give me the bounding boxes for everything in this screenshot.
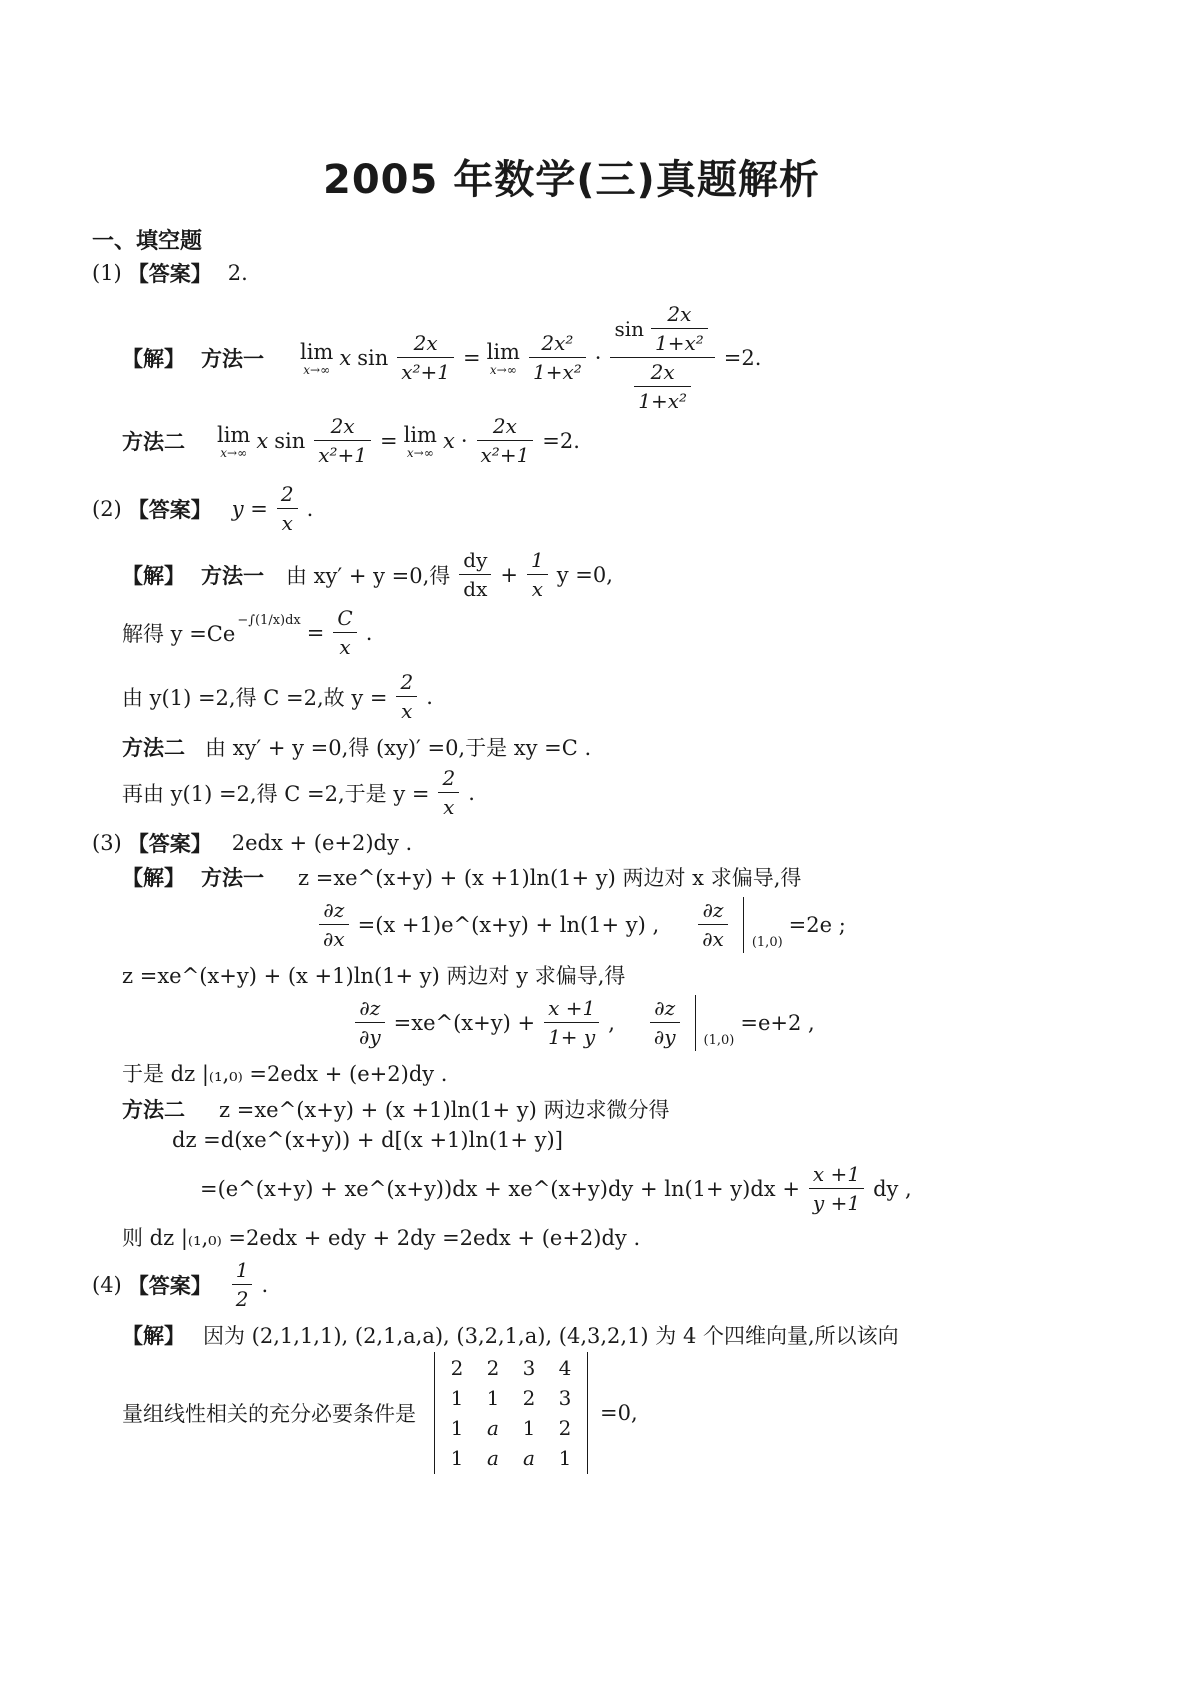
period: . — [306, 496, 314, 521]
equation-end: dy , — [873, 1176, 912, 1201]
q3-line2 — [316, 896, 846, 953]
period: . — [261, 1272, 269, 1297]
solution-label: 【解】 — [122, 563, 185, 588]
variable: x — [256, 428, 269, 453]
plus-sign: + — [500, 562, 518, 587]
answer-lhs: y = — [231, 496, 268, 521]
method2-label: 方法二 — [122, 429, 185, 454]
method1-label: 方法一 — [201, 346, 264, 371]
q3-method2-line — [122, 1094, 670, 1124]
q2-text: 由 y(1) =2,得 C =2,故 y = — [122, 685, 388, 710]
determinant-cell: a — [487, 1416, 499, 1440]
q3-line5 — [122, 1058, 447, 1088]
equation-end: y =0, — [556, 562, 613, 587]
q4-text: 因为 (2,1,1,1), (2,1,a,a), (3,2,1,a), (4,3,2,1) 为 4 个四维向量,所以该向 — [203, 1324, 899, 1348]
q2-method1-line — [122, 546, 613, 603]
q2-answer-line — [92, 480, 313, 537]
section-heading: 一、填空题 — [92, 229, 203, 254]
equation-end: =e+2 , — [740, 1010, 815, 1035]
q3-line8 — [200, 1160, 912, 1217]
answer-label: 【答案】 — [127, 832, 212, 856]
determinant-matrix — [434, 1352, 588, 1474]
determinant-cell: 2 — [558, 1416, 572, 1440]
evaluation-point: (1,0) — [751, 935, 783, 950]
fraction: $\frac{\partial z}{\partial y}$ — [650, 994, 680, 1051]
q1-method2-line — [122, 412, 580, 469]
equation-text: =xe^(x+y) + — [393, 1010, 536, 1035]
q2-line5 — [122, 764, 475, 821]
period: . — [365, 620, 373, 645]
q3-line4 — [352, 994, 815, 1051]
fraction: $\frac{1}{2}$ — [232, 1256, 253, 1313]
q3-line7 — [172, 1128, 563, 1152]
solution-label: 【解】 — [122, 1324, 185, 1348]
determinant-cell: 1 — [450, 1446, 464, 1470]
q4-condition-line — [122, 1352, 638, 1474]
q2-text: 再由 y(1) =2,得 C =2,于是 y = — [122, 781, 430, 806]
q3-line9 — [122, 1222, 640, 1252]
answer-label: 【答案】 — [127, 262, 212, 286]
limit-operator: lim x→∞ — [486, 339, 520, 377]
fraction: $\frac{2x}{\text{x²+1}}$ — [397, 329, 454, 386]
sin-text: sin — [614, 316, 644, 341]
q4-number: (4) — [92, 1272, 122, 1297]
q2-line3 — [122, 668, 433, 725]
q3-text: =(e^(x+y) + xe^(x+y))dx + xe^(x+y)dy + ln(1+ y)dx + — [200, 1176, 800, 1201]
page-title: 2005 年数学(三)真题解析 — [323, 157, 820, 203]
determinant-cell: 1 — [450, 1386, 464, 1410]
determinant-cell: 1 — [450, 1416, 464, 1440]
fraction: $\frac{x +1}{y +1}$ — [809, 1160, 864, 1217]
evaluation-bar — [743, 897, 744, 953]
sin-text: sin — [274, 428, 306, 453]
dot-operator: · — [594, 345, 602, 370]
q1-answer-line — [92, 258, 248, 288]
q2-text: 解得 y =Ce — [122, 621, 236, 646]
equals-sign: = — [380, 428, 398, 453]
q2-line2 — [122, 604, 372, 661]
result: =2. — [542, 428, 580, 453]
determinant-cell: 3 — [522, 1356, 536, 1380]
compound-fraction — [610, 300, 714, 415]
evaluation-point: (1,0) — [703, 1033, 735, 1048]
q2-method2-line — [122, 732, 591, 762]
method1-label: 方法一 — [201, 563, 264, 588]
determinant-cell: 1 — [486, 1386, 500, 1410]
equals-sign: = — [463, 345, 481, 370]
q3-line3 — [122, 960, 625, 990]
fraction: $\frac{2x}{\text{1+x²}}$ — [634, 358, 691, 415]
determinant-cell: 1 — [522, 1416, 536, 1440]
determinant-cell: 2 — [450, 1356, 464, 1380]
q3-answer-line — [92, 828, 412, 858]
q1-answer: 2. — [227, 261, 248, 285]
method2-label: 方法二 — [122, 736, 185, 760]
period: . — [468, 780, 475, 805]
limit-operator: lim x→∞ — [300, 339, 334, 377]
answer-label: 【答案】 — [127, 1273, 212, 1298]
determinant-cell: 1 — [558, 1446, 572, 1470]
q1-number: (1) — [92, 261, 122, 285]
answer-label: 【答案】 — [127, 497, 212, 522]
sin-text: sin — [357, 345, 389, 370]
fraction: $\frac{C}{x}$ — [333, 604, 356, 661]
fraction: $\frac{2x}{\text{x²+1}}$ — [314, 412, 371, 469]
limit-operator: lim x→∞ — [403, 422, 437, 460]
q4-text: 量组线性相关的充分必要条件是 — [122, 1402, 416, 1426]
fraction: $\frac{\partial z}{\partial x}$ — [698, 896, 728, 953]
fraction: $\frac{2}{x}$ — [396, 668, 417, 725]
q2-text: 由 xy′ + y =0,得 (xy)′ =0,于是 xy =C . — [205, 736, 592, 760]
fraction: $\frac{2}{x}$ — [438, 764, 459, 821]
equation-end: =2e ; — [788, 912, 846, 937]
q3-number: (3) — [92, 831, 122, 855]
q4-answer-line — [92, 1256, 268, 1313]
method1-label: 方法一 — [201, 866, 264, 890]
q3-text: 于是 dz |₍₁,₀₎ =2edx + (e+2)dy . — [122, 1062, 448, 1086]
equation-end: =0, — [600, 1401, 638, 1425]
q4-solution-line — [122, 1320, 899, 1350]
determinant-cell: 2 — [486, 1356, 500, 1380]
variable: x — [442, 428, 455, 453]
fraction: $\frac{\partial z}{\partial x}$ — [319, 896, 349, 953]
q2-text: 由 xy′ + y =0,得 — [286, 563, 451, 588]
q3-text: z =xe^(x+y) + (x +1)ln(1+ y) 两边求微分得 — [219, 1098, 670, 1122]
q3-method1-line — [122, 862, 801, 892]
fraction: $\frac{x +1}{1+ y}$ — [544, 994, 599, 1051]
q1-method1-line — [122, 300, 761, 415]
equals-sign: = — [306, 620, 325, 645]
determinant-cell: 4 — [558, 1356, 572, 1380]
fraction: $\frac{dy}{dx}$ — [459, 546, 491, 603]
determinant-cell: a — [487, 1446, 499, 1470]
method2-label: 方法二 — [122, 1098, 185, 1122]
result: =2. — [723, 345, 762, 370]
q2-number: (2) — [92, 496, 122, 521]
q3-answer: 2edx + (e+2)dy . — [231, 831, 413, 855]
period: . — [426, 684, 433, 709]
limit-operator: lim x→∞ — [217, 422, 251, 460]
solution-label: 【解】 — [122, 346, 185, 371]
fraction: $\frac{2x}{\text{x²+1}}$ — [477, 412, 534, 469]
q3-text: z =xe^(x+y) + (x +1)ln(1+ y) 两边对 x 求偏导,得 — [298, 866, 802, 890]
fraction: $\frac{2}{x}$ — [277, 480, 298, 537]
dot-operator: · — [460, 428, 468, 453]
q3-text: dz =d(xe^(x+y)) + d[(x +1)ln(1+ y)] — [172, 1128, 563, 1152]
fraction: $\frac{\partial z}{\partial y}$ — [355, 994, 385, 1051]
equation-text: =(x +1)e^(x+y) + ln(1+ y) , — [357, 912, 660, 937]
determinant-cell: 3 — [558, 1386, 572, 1410]
comma: , — [608, 1010, 615, 1035]
fraction: $\frac{\text{2x²}}{\text{1+x²}}$ — [529, 329, 586, 386]
fraction: $\frac{2x}{\text{1+x²}}$ — [651, 300, 708, 357]
evaluation-bar — [695, 995, 696, 1051]
fraction: $\frac{1}{x}$ — [527, 546, 548, 603]
exponent: −∫(1/x)dx — [237, 613, 301, 628]
solution-label: 【解】 — [122, 866, 185, 890]
q3-text: z =xe^(x+y) + (x +1)ln(1+ y) 两边对 y 求偏导,得 — [122, 964, 626, 988]
determinant-cell: 2 — [522, 1386, 536, 1410]
q3-text: 则 dz |₍₁,₀₎ =2edx + edy + 2dy =2edx + (e+2)dy . — [122, 1226, 641, 1250]
variable: x — [339, 345, 352, 370]
determinant-cell: a — [523, 1446, 535, 1470]
